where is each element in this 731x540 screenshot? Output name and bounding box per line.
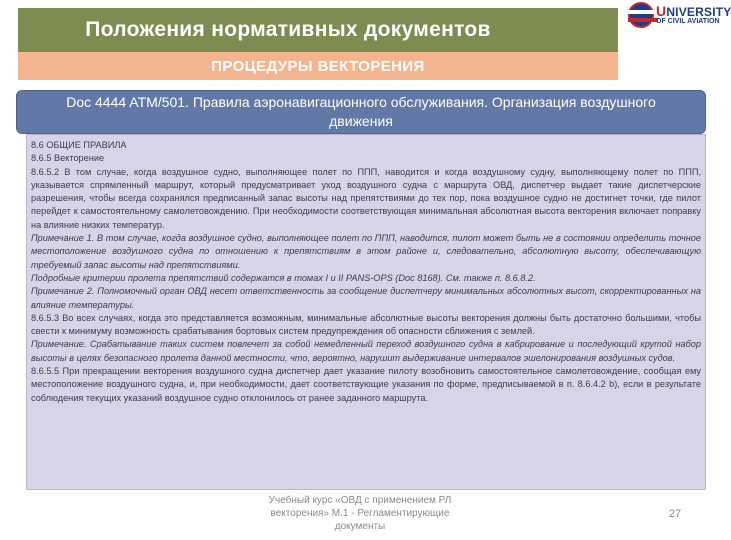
paragraph: 8.6.5.3 Во всех случаях, когда это представляется возможным, минимальные абсолютные высоты векторения должны быть достаточно большими, чтобы свести к минимуму возможность срабатывания бортовых систем предупреждения об опасности сближения с землей. <box>31 312 701 337</box>
note-paragraph: Примечание 1. В том случае, когда воздушное судно, выполняющее полет по ППП, наводится, пилот может быть не в состоянии определить точное местоположение воздушного судна по отношению к препятствиям в этом районе и, следовательно, абсолютную высоту, обеспечивающую требуемый запас высоты над препятствиями. <box>31 233 701 270</box>
footer-line: векторения» М.1 - Регламентирующие <box>270 508 450 519</box>
subheader-text: ПРОЦЕДУРЫ ВЕКТОРЕНИЯ <box>211 57 425 75</box>
note-paragraph: Примечание. Срабатывание таких систем повлечет за собой немедленный переход воздушного судна в кабрирование и последующий крутой набор высоты в целях безопасного пролета данной местности, что, вероятно, нарушит выдерживание интервалов эшелонирования воздушных судов. <box>31 339 701 363</box>
university-emblem-icon <box>628 2 654 28</box>
footer-line: документы <box>334 521 386 532</box>
note-paragraph: Примечание 2. Полномочный орган ОВД несет ответственность за сообщение диспетчеру минимальных абсолютных высот, скорректированных на влияние температуры. <box>31 286 701 310</box>
slide-title-bar <box>18 8 618 54</box>
section-subheader <box>18 52 618 80</box>
document-title-bar <box>16 90 706 134</box>
paragraph: 8.6.5.2 В том случае, когда воздушное судно, выполняющее полет по ППП, наводится и когда воздушному судну, выполняющему полет по ППП, указывается спрямленный маршрут, который предусматривает уход воздушного судна с маршрута ОВД, диспетчер выдает такие диспетчерские разрешения, чтобы всегда сохранялся предписанный запас высоты над препятствиями до тех пор, пока воздушное судно не достигнет точки, где пилот перейдет к самостоятельному самолетовождению. При необходимости соответствующая минимальная абсолютная высота векторения включает поправку на влияние низких температур. <box>31 166 701 230</box>
page-number: 27 <box>668 508 682 520</box>
paragraph: 8.6 ОБЩИЕ ПРАВИЛА <box>31 140 127 150</box>
note-paragraph: Подробные критерии пролета препятствий содержатся в томах I и II PANS-OPS (Doc 8168). См. также п. 8.6.8.2. <box>31 272 536 283</box>
logo-main-text: UNIVERSITY <box>656 3 731 19</box>
document-title: Doc 4444 ATM/501. Правила аэронавигационного обслуживания. Организация воздушного движения <box>66 94 656 129</box>
document-excerpt <box>26 134 706 490</box>
footer-line: Учебный курс «ОВД с применением РЛ <box>268 495 452 506</box>
slide-title: Положения нормативных документов <box>85 18 491 41</box>
logo-sub-text: OF CIVIL AVIATION <box>656 18 720 25</box>
footer-course-title <box>230 494 490 533</box>
paragraph: 8.6.5 Векторение <box>31 153 105 164</box>
university-logo <box>628 2 731 36</box>
paragraph: 8.6.5.5 При прекращении векторения воздушного судна диспетчер дает указание пилоту возобновить самостоятельное самолетовождение, сообщая ему местоположение воздушного судна, и, при необходимости, дает соответствующие указания по форме, предписываемой в п. 8.6.4.2 b), если в результате соблюдения текущих указаний воздушное судно отклонилось от ранее заданного маршрута. <box>31 366 701 403</box>
